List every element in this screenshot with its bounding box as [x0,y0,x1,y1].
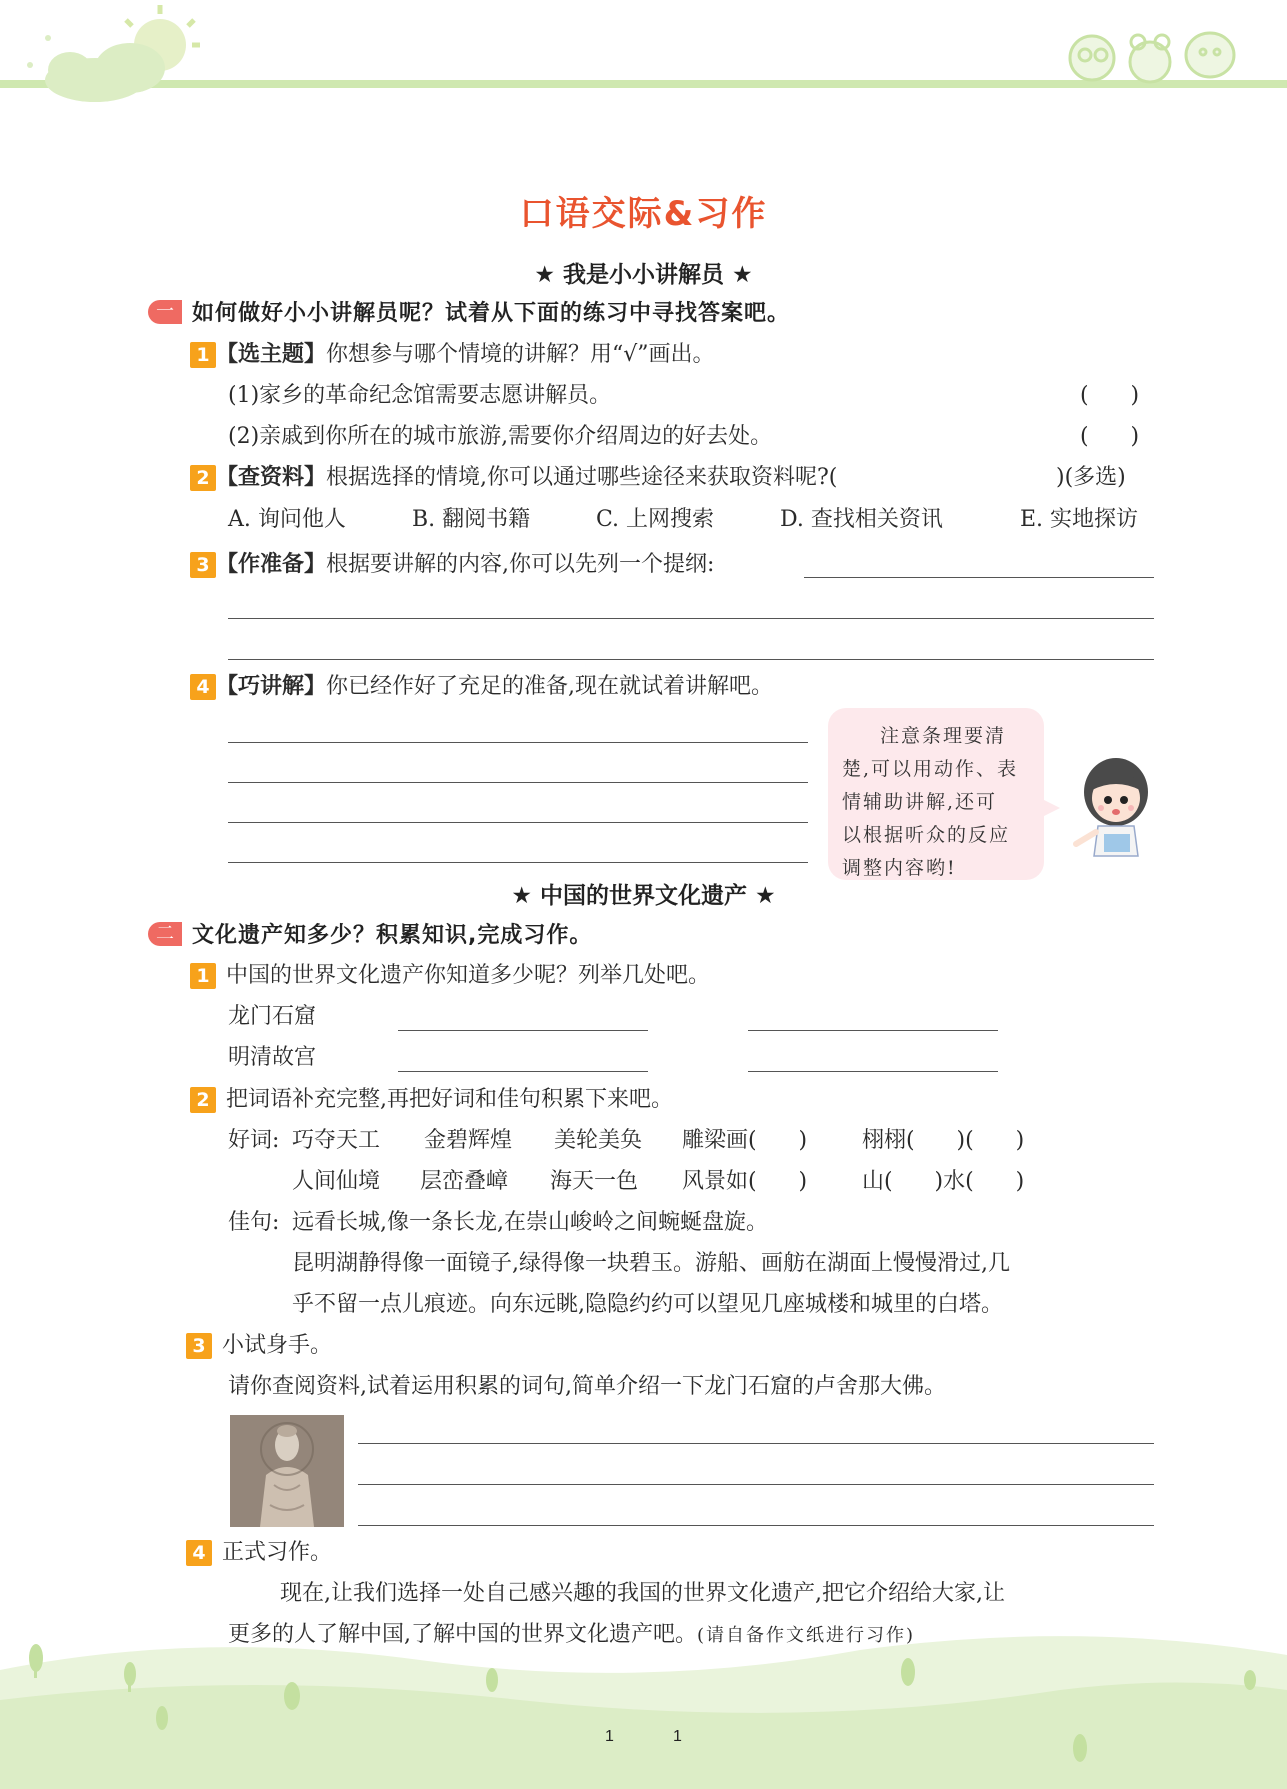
footer-hills-decoration [0,1610,1287,1789]
part-title-two: 文化遗产知多少？积累知识,完成习作。 [192,923,593,948]
tip-bubble [828,708,1044,880]
s2-question-3-instruction: 请你查阅资料,试着运用积累的词句,简单介绍一下龙门石窟的卢舍那大佛。 [228,1374,946,1399]
section-title-guide: ★ 我是小小讲解员 ★ [534,262,753,288]
outline-line-2[interactable] [228,618,1154,619]
word-10[interactable]: 山( )水( ) [862,1169,1025,1194]
tip-line-3: 情辅助讲解,还可 [842,791,998,813]
word-6: 人间仙境 [292,1169,381,1194]
choice-a: A. 询问他人 [228,507,346,532]
question-4-tag: 【巧讲解】 [216,674,327,699]
option-1: (1)家乡的革命纪念馆需要志愿讲解员。 [228,383,612,408]
page-title: 口语交际&习作 [519,194,768,234]
section-title-heritage: ★ 中国的世界文化遗产 ★ [511,883,776,909]
explain-line-4[interactable] [228,862,808,863]
word-9[interactable]: 风景如( ) [682,1169,808,1194]
s2-question-1-text: 中国的世界文化遗产你知道多少呢？列举几处吧。 [226,963,711,988]
part-badge-two: 二 [148,922,182,946]
question-2-prompt: 根据选择的情境,你可以通过哪些途径来获取资料呢?( [326,465,838,490]
outline-line-3[interactable] [228,659,1154,660]
sentence-2-line-1: 昆明湖静得像一面镜子,绿得像一块碧玉。游船、画舫在湖面上慢慢滑过,几 [292,1251,1010,1276]
sentences-label: 佳句: [228,1210,280,1235]
question-2-text [216,463,837,493]
part-title-one: 如何做好小小讲解员呢？试着从下面的练习中寻找答案吧。 [192,301,791,326]
tip-line-2: 楚,可以用动作、表 [842,758,1019,780]
part-badge-one: 一 [148,300,182,324]
choice-d: D. 查找相关资讯 [780,507,943,532]
page-number-2: 1 [673,1728,682,1745]
buddha-statue-photo [230,1415,344,1527]
word-2: 金碧辉煌 [424,1128,513,1153]
option-2-answer-paren[interactable]: ( ) [1080,424,1140,449]
choice-e: E. 实地探访 [1020,507,1139,532]
heritage-blank-2[interactable] [748,1030,998,1031]
question-number-1: 1 [190,342,216,368]
s2-question-number-1: 1 [190,963,216,989]
star-icon [27,35,51,68]
option-1-answer-paren[interactable]: ( ) [1080,383,1140,408]
intro-line-3[interactable] [358,1525,1154,1526]
word-1: 巧夺天工 [292,1128,381,1153]
s2-question-3-text: 小试身手。 [222,1333,333,1358]
girl-avatar-icon [1070,752,1158,862]
question-3-prompt: 根据要讲解的内容,你可以先列一个提纲: [326,552,715,577]
composition-paragraph-line-1: 现在,让我们选择一处自己感兴趣的我国的世界文化遗产,把它介绍给大家,让 [280,1581,1005,1606]
question-2-suffix: )(多选) [1056,465,1126,490]
option-2: (2)亲戚到你所在的城市旅游,需要你介绍周边的好去处。 [228,424,773,449]
explain-line-1[interactable] [228,742,808,743]
word-3: 美轮美奂 [554,1128,643,1153]
explain-line-3[interactable] [228,822,808,823]
cloud-icon [45,43,165,102]
question-3-text [216,550,714,580]
choice-c: C. 上网搜索 [596,507,715,532]
tip-line-5: 调整内容哟! [842,857,957,879]
question-number-4: 4 [190,674,216,700]
heritage-blank-1[interactable] [398,1030,648,1031]
question-1-tag: 【选主题】 [216,342,327,367]
question-number-3: 3 [190,552,216,578]
s2-question-number-2: 2 [190,1087,216,1113]
tip-line-1: 注意条理要清 [880,725,1007,747]
sentence-2-line-2: 乎不留一点儿痕迹。向东远眺,隐隐约约可以望见几座城楼和城里的白塔。 [292,1292,1003,1317]
s2-question-number-3: 3 [186,1333,212,1359]
s2-question-2-text: 把词语补充完整,再把好词和佳句积累下来吧。 [226,1087,673,1112]
outline-line-1[interactable] [804,577,1154,578]
word-7: 层峦叠嶂 [420,1169,509,1194]
question-1-prompt: 你想参与哪个情境的讲解？用“√”画出。 [326,342,715,367]
word-8: 海天一色 [550,1169,639,1194]
tip-line-4: 以根据听众的反应 [842,824,1011,846]
s2-question-4-text: 正式习作。 [222,1540,333,1565]
header-decoration [0,0,1287,110]
question-number-2: 2 [190,465,216,491]
page-number-1: 1 [605,1728,614,1745]
word-4[interactable]: 雕梁画( ) [682,1128,808,1153]
heritage-item-2: 明清故宫 [228,1045,317,1070]
intro-line-2[interactable] [358,1484,1154,1485]
heritage-blank-4[interactable] [748,1071,998,1072]
composition-paragraph-text: 更多的人了解中国,了解中国的世界文化遗产吧。 [228,1622,697,1647]
intro-line-1[interactable] [358,1443,1154,1444]
question-4-text [216,672,773,702]
heritage-item-1: 龙门石窟 [228,1004,317,1029]
word-5[interactable]: 栩栩( )( ) [862,1128,1025,1153]
cartoon-animals-icon [1070,33,1234,82]
question-2-tag: 【查资料】 [216,465,327,490]
words-label: 好词: [228,1128,280,1153]
sentence-1: 远看长城,像一条长龙,在崇山峻岭之间蜿蜒盘旋。 [292,1210,768,1235]
question-1-text [216,340,715,370]
choice-b: B. 翻阅书籍 [412,507,531,532]
explain-line-2[interactable] [228,782,808,783]
question-3-tag: 【作准备】 [216,552,327,577]
question-4-prompt: 你已经作好了充足的准备,现在就试着讲解吧。 [326,674,774,699]
s2-question-number-4: 4 [186,1540,212,1566]
tip-bubble-tail [1040,798,1060,818]
heritage-blank-3[interactable] [398,1071,648,1072]
composition-note: (请自备作文纸进行习作) [697,1625,916,1646]
